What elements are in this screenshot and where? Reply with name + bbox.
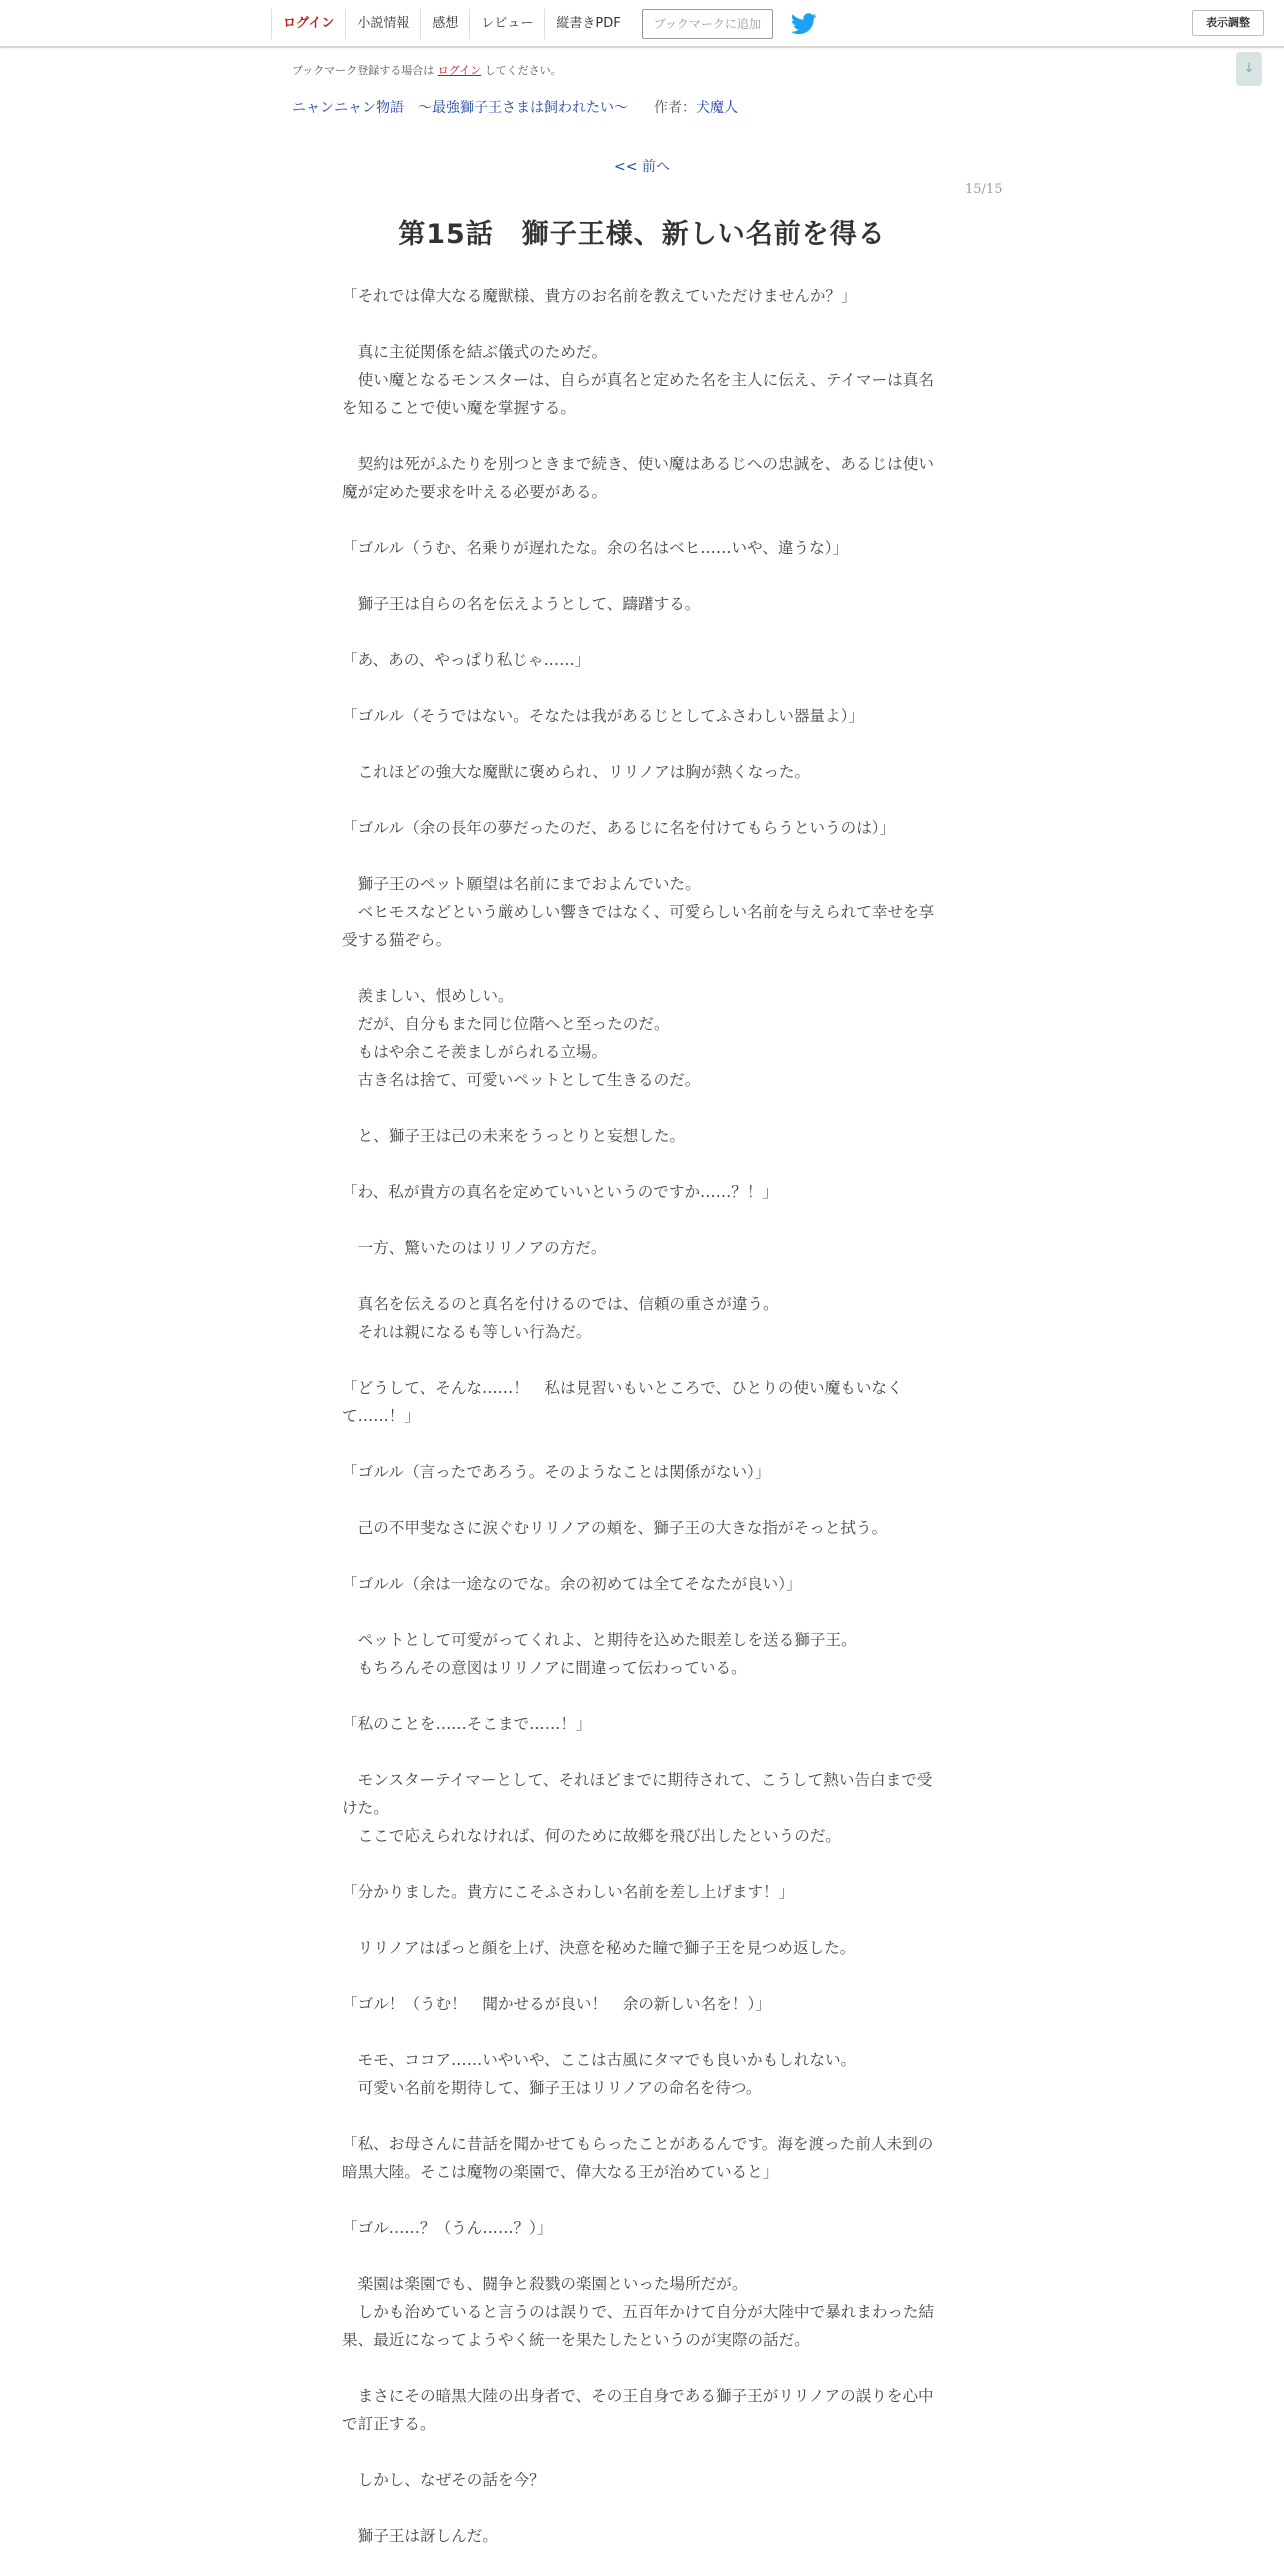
- blank-line: [342, 1430, 936, 1458]
- header-nav: [271, 8, 817, 40]
- body-paragraph: これほどの強大な魔獣に褒められ、リリノアは胸が熱くなった。: [342, 763, 811, 781]
- body-paragraph: 契約は死がふたりを別つときまで続き、使い魔はあるじへの忠誠を、あるじは使い魔が定めた要求を叶える必要がある。: [342, 455, 934, 501]
- body-paragraph: 可愛い名前を期待して、獅子王はリリノアの命名を待つ。: [342, 2079, 762, 2097]
- body-paragraph: 「ゴル！（うむ！ 聞かせるが良い！ 余の新しい名を！）」: [342, 1995, 771, 2013]
- prev-nav: [0, 156, 1284, 176]
- series-title-link[interactable]: ニャンニャン物語 ～最強獅子王さまは飼われたい～: [292, 100, 628, 116]
- blank-line: [342, 842, 936, 870]
- body-paragraph: 獅子王は自らの名を伝えようとして、躊躇する。: [342, 595, 701, 613]
- page-number: 15/15: [965, 182, 1003, 197]
- blank-line: [342, 1486, 936, 1514]
- blank-line: [342, 1150, 936, 1178]
- blank-line: [342, 506, 936, 534]
- display-settings-button[interactable]: 表示調整: [1192, 10, 1264, 36]
- body-paragraph: モンスターテイマーとして、それほどまでに期待されて、こうして熱い告白まで受けた。: [342, 1771, 933, 1817]
- novel-info-link[interactable]: 小説情報: [345, 9, 420, 39]
- author-link[interactable]: 犬魔人: [696, 100, 738, 116]
- body-paragraph: 「どうして、そんな……！ 私は見習いもいところで、ひとりの使い魔もいなくて……！」: [342, 1379, 903, 1425]
- blank-line: [342, 2018, 936, 2046]
- body-paragraph: 獅子王は訝しんだ。: [342, 2527, 498, 2545]
- body-paragraph: 己の不甲斐なさに涙ぐむリリノアの頬を、獅子王の大きな指がそっと拭う。: [342, 1519, 888, 1537]
- body-paragraph: 一方、驚いたのはリリノアの方だ。: [342, 1239, 607, 1257]
- series-info: [292, 97, 738, 117]
- blank-line: [342, 562, 936, 590]
- body-paragraph: 使い魔となるモンスターは、自らが真名と定めた名を主人に伝え、テイマーは真名を知ることで使い魔を掌握する。: [342, 371, 934, 417]
- body-paragraph: 「それでは偉大なる魔獣様、貴方のお名前を教えていただけませんか？」: [342, 287, 857, 305]
- body-paragraph: 「分かりました。貴方にこそふさわしい名前を差し上げます！」: [342, 1883, 795, 1901]
- blank-line: [342, 786, 936, 814]
- body-paragraph: 真に主従関係を結ぶ儀式のためだ。: [342, 343, 608, 361]
- blank-line: [342, 1738, 936, 1766]
- blank-line: [342, 2242, 936, 2270]
- blank-line: [342, 422, 936, 450]
- body-paragraph: もはや余こそ羨ましがられる立場。: [342, 1043, 608, 1061]
- blank-line: [342, 1906, 936, 1934]
- body-paragraph: 楽園は楽園でも、闘争と殺戮の楽園といった場所だが。: [342, 2275, 748, 2293]
- body-paragraph: 真名を伝えるのと真名を付けるのでは、信頼の重さが違う。: [342, 1295, 779, 1313]
- twitter-bird-icon[interactable]: [791, 13, 817, 35]
- blank-line: [342, 1206, 936, 1234]
- body-paragraph: モモ、ココア……いやいや、ここは古風にタマでも良いかもしれない。: [342, 2051, 857, 2069]
- body-paragraph: 「ゴルル（そうではない。そなたは我があるじとしてふさわしい器量よ）」: [342, 707, 864, 725]
- author-label: 作者：: [654, 100, 696, 116]
- blank-line: [342, 1346, 936, 1374]
- body-paragraph: 獅子王のペット願望は名前にまでおよんでいた。: [342, 875, 701, 893]
- login-link[interactable]: ログイン: [271, 9, 345, 39]
- novel-body: [342, 282, 936, 2550]
- chapter-title: 第15話 獅子王様、新しい名前を得る: [398, 219, 886, 250]
- body-paragraph: 「ゴル……？（うん……？）」: [342, 2219, 553, 2237]
- vertical-pdf-link[interactable]: 縦書きPDF: [544, 9, 631, 39]
- body-paragraph: ベヒモスなどという厳めしい響きではなく、可愛らしい名前を与えられて幸せを享受する猫ぞら。: [342, 903, 935, 949]
- prev-page-link[interactable]: << 前へ: [614, 159, 670, 175]
- body-paragraph: まさにその暗黒大陸の出身者で、その王自身である獅子王がリリノアの誤りを心中で訂正する。: [342, 2387, 934, 2433]
- blank-line: [342, 954, 936, 982]
- body-paragraph: リリノアはぱっと顔を上げ、決意を秘めた瞳で獅子王を見つめ返した。: [342, 1939, 856, 1957]
- body-paragraph: 「ゴルル（うむ、名乗りが遅れたな。余の名はベヒ……いや、違うな）」: [342, 539, 849, 557]
- blank-line: [342, 2494, 936, 2522]
- blank-line: [342, 1962, 936, 1990]
- review-link[interactable]: レビュー: [469, 9, 544, 39]
- body-paragraph: 「わ、私が貴方の真名を定めていいというのですか……？！」: [342, 1183, 779, 1201]
- body-paragraph: しかし、なぜその話を今？: [342, 2471, 545, 2489]
- body-paragraph: 「あ、あの、やっぱり私じゃ……」: [342, 651, 591, 669]
- body-paragraph: それは親になるも等しい行為だ。: [342, 1323, 592, 1341]
- blank-line: [342, 1542, 936, 1570]
- body-paragraph: 古き名は捨て、可愛いペットとして生きるのだ。: [342, 1071, 701, 1089]
- blank-line: [342, 2354, 936, 2382]
- body-paragraph: と、獅子王は己の未来をうっとりと妄想した。: [342, 1127, 686, 1145]
- blank-line: [342, 730, 936, 758]
- blank-line: [342, 2186, 936, 2214]
- blank-line: [342, 310, 936, 338]
- bookmark-note: [292, 62, 562, 78]
- body-paragraph: 「ゴルル（言ったであろう。そのようなことは関係がない）」: [342, 1463, 771, 1481]
- blank-line: [342, 1262, 936, 1290]
- body-paragraph: ここで応えられなければ、何のために故郷を飛び出したというのだ。: [342, 1827, 842, 1845]
- blank-line: [342, 1682, 936, 1710]
- body-paragraph: だが、自分もまた同じ位階へと至ったのだ。: [342, 1015, 670, 1033]
- bookmark-note-after: してください。: [484, 64, 562, 77]
- body-paragraph: もちろんその意図はリリノアに間違って伝わっている。: [342, 1659, 747, 1677]
- scroll-down-icon[interactable]: ↓: [1236, 52, 1262, 86]
- blank-line: [342, 618, 936, 646]
- blank-line: [342, 2438, 936, 2466]
- impressions-link[interactable]: 感想: [420, 9, 469, 39]
- blank-line: [342, 674, 936, 702]
- bookmark-note-login-link[interactable]: ログイン: [437, 64, 482, 77]
- add-bookmark-button[interactable]: ブックマークに追加: [642, 9, 773, 39]
- body-paragraph: しかも治めていると言うのは誤りで、五百年かけて自分が大陸中で暴れまわった結果、最近になってようやく統一を果たしたというのが実際の話だ。: [342, 2303, 935, 2349]
- body-paragraph: 「私、お母さんに昔話を聞かせてもらったことがあるんです。海を渡った前人未到の暗黒大陸。そこは魔物の楽園で、偉大なる王が治めていると」: [342, 2135, 934, 2181]
- bookmark-note-before: ブックマーク登録する場合は: [292, 64, 435, 77]
- body-paragraph: 「私のことを……そこまで……！」: [342, 1715, 592, 1733]
- blank-line: [342, 1598, 936, 1626]
- top-navigation-bar: [0, 0, 1284, 48]
- body-paragraph: 「ゴルル（余は一途なのでな。余の初めては全てそなたが良い）」: [342, 1575, 802, 1593]
- body-paragraph: 羨ましい、恨めしい。: [342, 987, 514, 1005]
- blank-line: [342, 1094, 936, 1122]
- blank-line: [342, 2102, 936, 2130]
- blank-line: [342, 1850, 936, 1878]
- body-paragraph: ペットとして可愛がってくれよ、と期待を込めた眼差しを送る獅子王。: [342, 1631, 857, 1649]
- body-paragraph: 「ゴルル（余の長年の夢だったのだ、あるじに名を付けてもらうというのは）」: [342, 819, 896, 837]
